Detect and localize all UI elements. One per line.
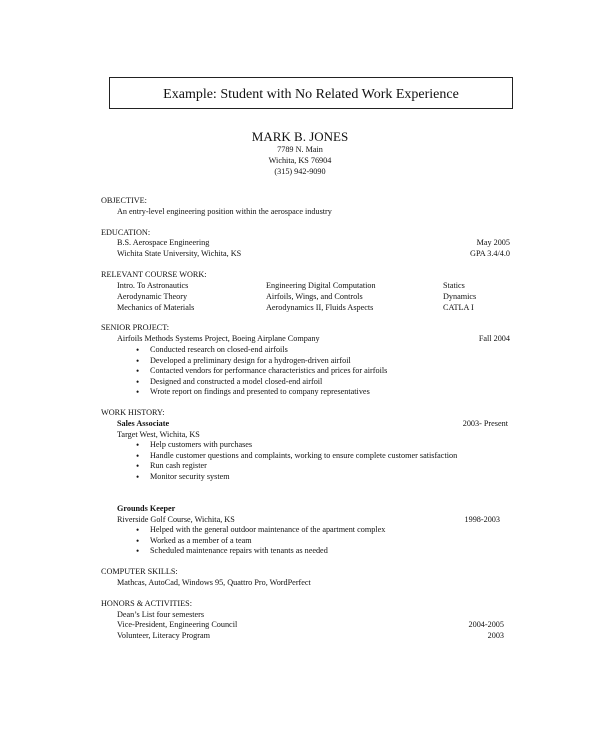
job-date: 1998-2003 — [464, 515, 500, 524]
job-title: Grounds Keeper — [117, 504, 176, 513]
list-item: • Wrote report on findings and presented to company representatives — [136, 387, 387, 398]
job-bullets — [136, 440, 470, 482]
project-title: Airfoils Methods Systems Project, Boeing Airplane Company — [117, 334, 320, 343]
course-item: CATLA I — [443, 303, 474, 312]
honors-heading: HONORS & ACTIVITIES: — [101, 599, 192, 608]
job-title: Sales Associate — [117, 419, 170, 428]
course-item: Aerodynamics II, Fluids Aspects — [266, 303, 374, 312]
project-bullets — [136, 345, 387, 398]
objective-text: An entry-level engineering position within the aerospace industry — [117, 207, 332, 216]
list-item: • Scheduled maintenance repairs with tenants as needed — [136, 546, 385, 557]
honor-item: Dean’s List four semesters — [117, 610, 205, 619]
address-city: Wichita, KS 76904 — [268, 156, 332, 165]
education-date: May 2005 — [476, 238, 510, 247]
job-employer: Riverside Golf Course, Wichita, KS — [117, 515, 235, 524]
education-gpa: GPA 3.4/4.0 — [470, 249, 510, 258]
resume-name: MARK B. JONES — [251, 129, 349, 144]
course-item: Mechanics of Materials — [117, 303, 195, 312]
phone-number: (315) 942-9090 — [274, 167, 326, 176]
course-item: Airfoils, Wings, and Controls — [266, 292, 363, 301]
course-item: Engineering Digital Computation — [266, 281, 376, 290]
job-employer: Target West, Wichita, KS — [117, 430, 200, 439]
course-item: Statics — [443, 281, 465, 290]
course-item: Intro. To Astronautics — [117, 281, 189, 290]
course-item: Aerodynamic Theory — [117, 292, 188, 301]
honor-item: Vice-President, Engineering Council — [117, 620, 238, 629]
job-date: 2003- Present — [462, 419, 508, 428]
list-item: • Conducted research on closed-end airfoils — [136, 345, 387, 356]
list-item: • Monitor security system — [136, 472, 470, 483]
list-item: • Designed and constructed a model closed-end airfoil — [136, 377, 387, 388]
list-item: • Handle customer questions and complaints, working to ensure complete customer satisfaction — [136, 451, 470, 462]
list-item: • Worked as a member of a team — [136, 536, 385, 547]
education-school: Wichita State University, Wichita, KS — [117, 249, 242, 258]
work-heading: WORK HISTORY: — [101, 408, 165, 417]
project-heading: SENIOR PROJECT: — [101, 323, 170, 332]
course-item: Dynamics — [443, 292, 477, 301]
list-item: • Help customers with purchases — [136, 440, 470, 451]
skills-text: Mathcas, AutoCad, Windows 95, Quattro Pro, WordPerfect — [117, 578, 311, 587]
honor-date: 2003 — [487, 631, 504, 640]
list-item: • Contacted vendors for performance characteristics and prices for airfoils — [136, 366, 387, 377]
list-item: • Developed a preliminary design for a hydrogen-driven airfoil — [136, 356, 387, 367]
education-degree: B.S. Aerospace Engineering — [117, 238, 210, 247]
coursework-heading: RELEVANT COURSE WORK: — [101, 270, 207, 279]
education-heading: EDUCATION: — [101, 228, 151, 237]
honor-item: Volunteer, Literacy Program — [117, 631, 210, 640]
honor-date: 2004-2005 — [468, 620, 504, 629]
banner-title: Example: Student with No Related Work Experience — [163, 87, 459, 102]
list-item: • Run cash register — [136, 461, 470, 472]
list-item: • Helped with the general outdoor maintenance of the apartment complex — [136, 525, 385, 536]
example-banner — [109, 77, 513, 109]
skills-heading: COMPUTER SKILLS: — [101, 567, 178, 576]
address-street: 7789 N. Main — [277, 145, 323, 154]
project-date: Fall 2004 — [478, 334, 510, 343]
job-bullets — [136, 525, 385, 557]
objective-heading: OBJECTIVE: — [101, 196, 147, 205]
